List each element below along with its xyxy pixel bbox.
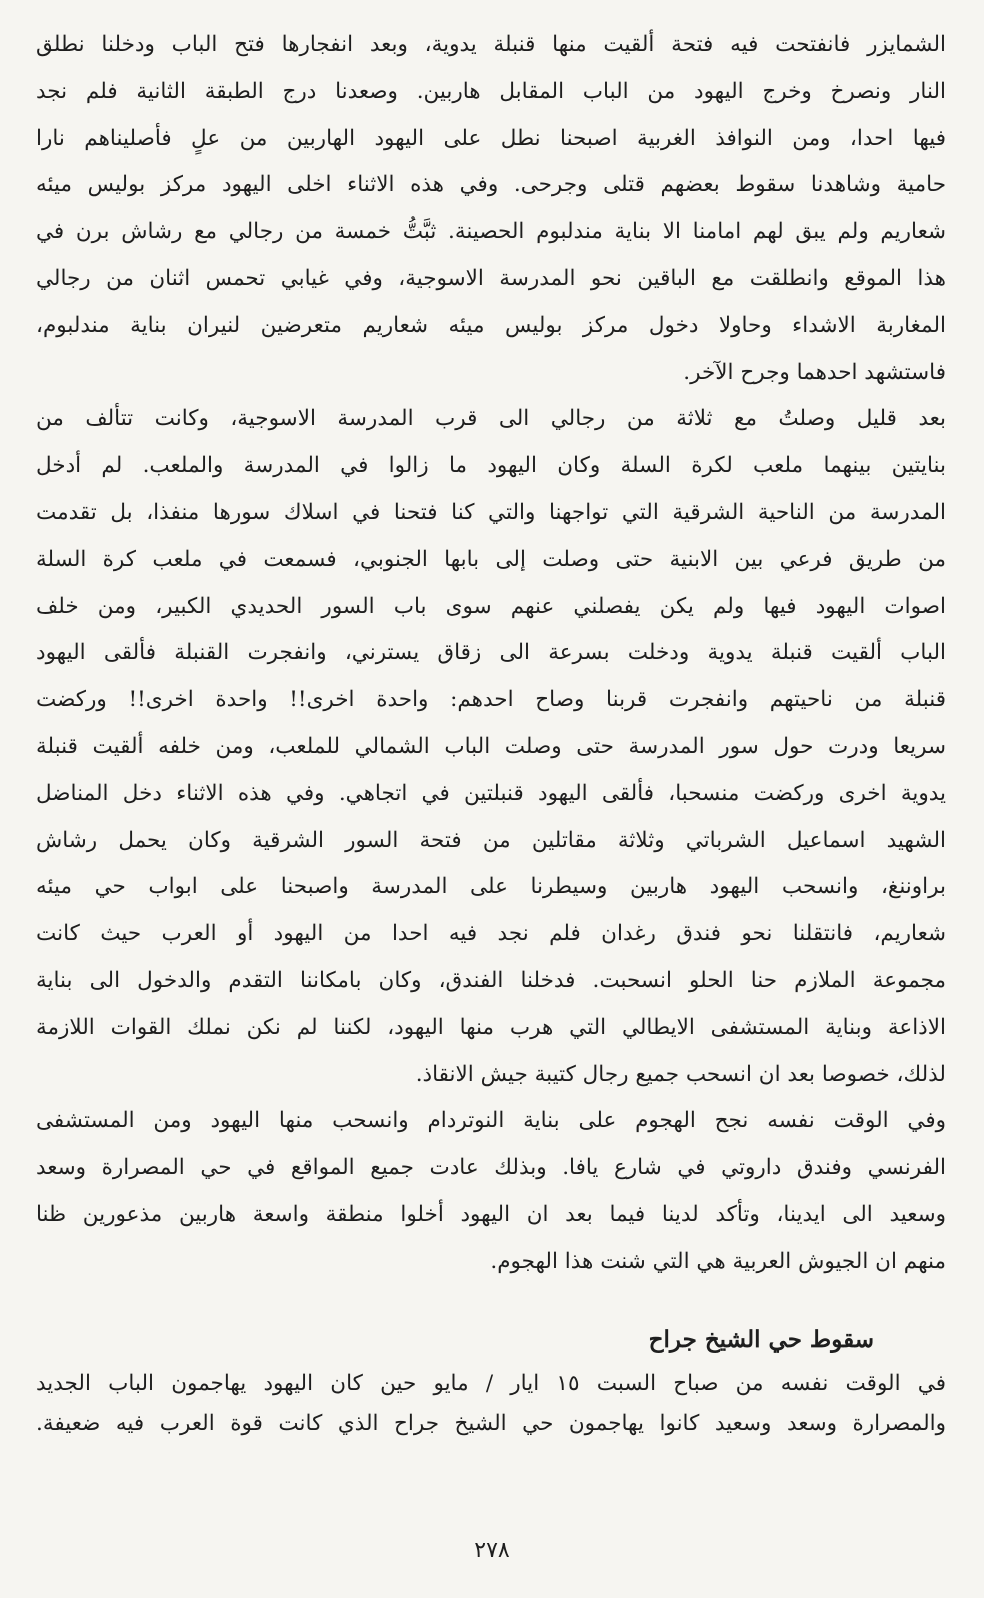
text-line: في الوقت نفسه من صباح السبت ١٥ ايار / مايو حين كان اليهود يهاجمون الباب الجديد: [36, 1370, 946, 1396]
section-heading: سقوط حي الشيخ جراح: [648, 1325, 874, 1353]
text-line: الباب ألقيت قنبلة يدوية ودخلت بسرعة الى زقاق يسترني، وانفجرت القنبلة فألقى اليهود: [36, 640, 946, 666]
text-line: منهم ان الجيوش العربية هي التي شنت هذا الهجوم.: [490, 1248, 946, 1274]
page-body: [36, 22, 946, 1444]
text-line: فاستشهد احدهما وجرح الآخر.: [683, 359, 946, 385]
text-line: فيها احدا، ومن النوافذ الغربية اصبحنا نطل على اليهود الهاربين من علٍ فأصليناهم نارا: [36, 125, 946, 151]
paragraph: [36, 1098, 946, 1285]
section-text: [36, 1364, 946, 1444]
text-line: مجموعة الملازم حنا الحلو انسحبت. فدخلنا الفندق، وكان بامكاننا التقدم والدخول الى بناية: [36, 967, 946, 993]
text-line: حامية وشاهدنا سقوط بعضهم قتلى وجرحى. وفي هذه الاثناء اخلى اليهود مركز بوليس ميئه: [36, 172, 946, 198]
text-line: الشمايزر فانفتحت فيه فتحة ألقيت منها قنبلة يدوية، وبعد انفجارها فتح الباب ودخلنا نطلق: [36, 32, 946, 57]
text-line: الاذاعة وبناية المستشفى الايطالي التي هرب منها اليهود، لكننا لم نكن نملك القوات اللازمة: [36, 1014, 946, 1040]
text-line: يدوية اخرى وركضت منسحبا، فألقى اليهود قنبلتين في اتجاهي. وفي هذه الاثناء دخل المناضل: [36, 780, 946, 806]
text-line: والمصرارة وسعد وسعيد كانوا يهاجمون حي الشيخ جراح الذي كانت قوة العرب فيه ضعيفة.: [36, 1410, 946, 1436]
text-line: النار ونصرخ وخرج اليهود من الباب المقابل هاربين. وصعدنا درج الطبقة الثانية فلم نجد: [36, 78, 946, 104]
text-line: سريعا ودرت حول سور المدرسة حتى وصلت الباب الشمالي للملعب، ومن خلفه ألقيت قنبلة: [36, 733, 946, 759]
paragraph: [36, 22, 946, 396]
text-line: المغاربة الاشداء وحاولا دخول مركز بوليس ميئه شعاريم متعرضين لنيران بناية مندلبوم،: [36, 312, 946, 338]
text-line: شعاريم ولم يبق لهم امامنا الا بناية مندلبوم الحصينة. ثبَّتُّ خمسة من رجالي مع رشاش برن في: [36, 219, 946, 245]
text-line: الفرنسي وفندق داروتي في شارع يافا. وبذلك عادت جميع المواقع في حي المصرارة وسعد: [36, 1155, 946, 1181]
text-line: وسعيد الى ايدينا، وتأكد لدينا فيما بعد ان اليهود أخلوا منطقة واسعة هاربين مذعورين ظنا: [36, 1201, 946, 1227]
text-line: شعاريم، فانتقلنا نحو فندق رغدان فلم نجد فيه احدا من اليهود أو العرب حيث كانت: [36, 921, 946, 947]
body-text: [36, 22, 946, 1286]
text-line: لذلك، خصوصا بعد ان انسحب جميع رجال كتيبة جيش الانقاذ.: [415, 1061, 946, 1087]
text-line: المدرسة من الناحية الشرقية التي تواجهنا والتي كنا فتحنا في اسلاك سورها منفذا، بل تقدمت: [36, 499, 946, 525]
text-line: هذا الموقع وانطلقت مع الباقين نحو المدرسة الاسوجية، وفي غيابي تحمس اثنان من رجالي: [36, 265, 946, 291]
page-number: ٢٧٨: [474, 1538, 510, 1563]
text-line: اصوات اليهود فيها ولم يكن يفصلني عنهم سوى باب السور الحديدي الكبير، ومن خلف: [36, 593, 946, 619]
text-line: براوننغ، وانسحب اليهود هاربين وسيطرنا على المدرسة واصبحنا على ابواب حي ميئه: [36, 874, 946, 900]
text-line: الشهيد اسماعيل الشرباتي وثلاثة مقاتلين من فتحة السور الشرقية وكان يحمل رشاش: [36, 827, 946, 853]
text-line: قنبلة من ناحيتهم وانفجرت قربنا وصاح احدهم: واحدة اخرى!! واحدة اخرى!! وركضت: [36, 687, 946, 713]
text-line: بعد قليل وصلتُ مع ثلاثة من رجالي الى قرب المدرسة الاسوجية، وكانت تتألف من: [36, 406, 946, 432]
text-line: بنايتين بينهما ملعب لكرة السلة وكان اليهود ما زالوا في المدرسة والملعب. لم أدخل: [36, 453, 946, 479]
text-line: من طريق فرعي بين الابنية حتى وصلت إلى بابها الجنوبي، فسمعت في ملعب كرة السلة: [36, 546, 946, 572]
paragraph: [36, 396, 946, 1098]
text-line: وفي الوقت نفسه نجح الهجوم على بناية النوتردام وانسحب منها اليهود ومن المستشفى: [36, 1108, 946, 1134]
